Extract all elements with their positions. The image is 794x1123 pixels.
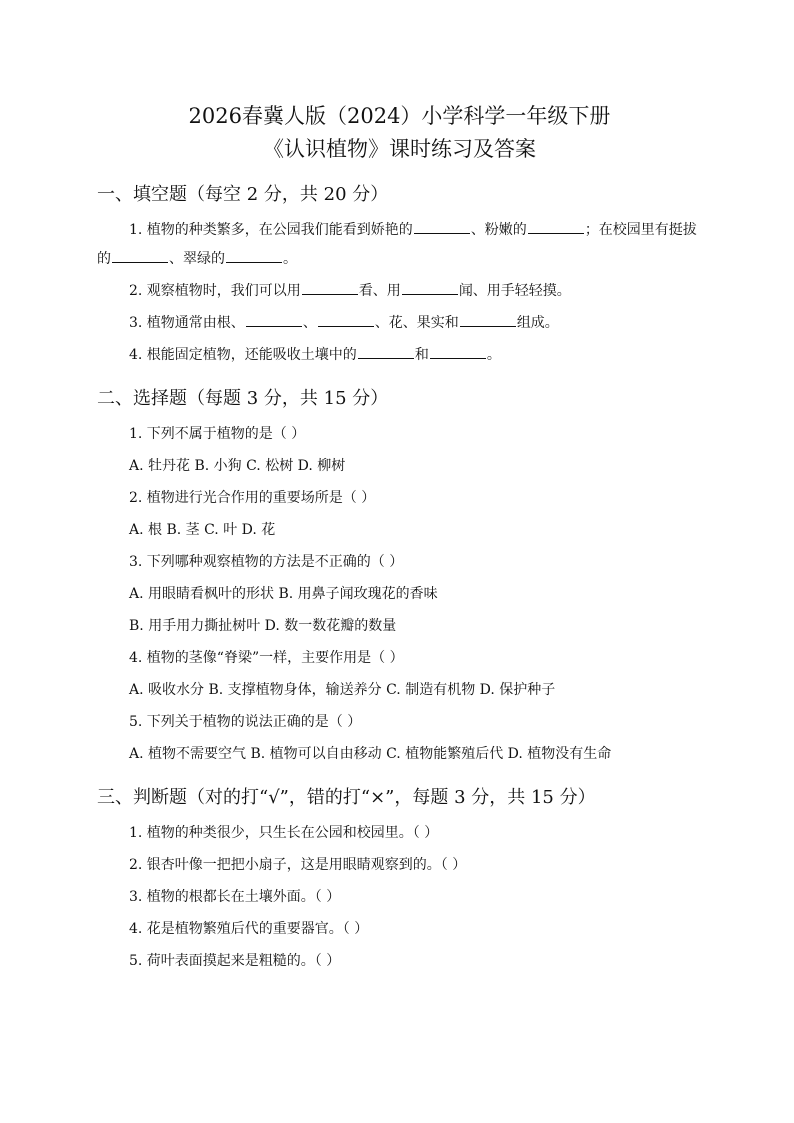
section-heading: 三、判断题（对的打“√”，错的打“×”，每题 3 分，共 15 分） bbox=[97, 787, 596, 808]
question-text: 和 bbox=[414, 347, 429, 363]
question-text: 、粉嫩的 bbox=[470, 222, 527, 238]
answer-blank[interactable] bbox=[246, 312, 302, 327]
section-multiple-choice bbox=[97, 384, 702, 769]
question-1 bbox=[97, 216, 702, 274]
question-text: 看、用 bbox=[358, 283, 401, 299]
question-text: 。 bbox=[486, 347, 501, 363]
options-line: A. 植物不需要空气 B. 植物可以自由移动 C. 植物能繁殖后代 D. 植物没有生命 bbox=[129, 746, 612, 762]
question-text: 、花、果实和 bbox=[374, 315, 459, 331]
question-line: 3. 植物的根都长在土壤外面。（ ） bbox=[129, 889, 341, 905]
question-text: 3. 植物通常由根、 bbox=[129, 315, 245, 331]
question-line: 5. 下列关于植物的说法正确的是（ ） bbox=[129, 714, 362, 730]
question-text: ；在校园里有挺拔的 bbox=[97, 222, 697, 267]
options-line: A. 牡丹花 B. 小狗 C. 松树 D. 柳树 bbox=[129, 458, 346, 474]
section-heading: 一、填空题（每空 2 分，共 20 分） bbox=[97, 184, 389, 205]
answer-blank[interactable] bbox=[414, 219, 470, 234]
question-line: 2. 银杏叶像一把把小扇子，这是用眼睛观察到的。（ ） bbox=[129, 857, 467, 873]
page-title-line1: 2026春冀人版（2024）小学科学一年级下册 bbox=[188, 104, 611, 128]
question-2 bbox=[97, 277, 702, 306]
question-text: 4. 根能固定植物，还能吸收土壤中的 bbox=[129, 347, 357, 363]
question-text: 1. 植物的种类繁多，在公园我们能看到娇艳的 bbox=[129, 222, 413, 238]
answer-blank[interactable] bbox=[528, 219, 584, 234]
question-text: 。 bbox=[283, 251, 297, 267]
section-fill-in-blank bbox=[97, 180, 702, 370]
options-line: A. 根 B. 茎 C. 叶 D. 花 bbox=[129, 522, 276, 538]
section-heading: 二、选择题（每题 3 分，共 15 分） bbox=[97, 388, 389, 409]
options-line: B. 用手用力撕扯树叶 D. 数一数花瓣的数量 bbox=[129, 618, 397, 634]
question-text: 、翠绿的 bbox=[169, 251, 225, 267]
page-title-line2: 《认识植物》课时练习及答案 bbox=[263, 137, 536, 161]
answer-blank[interactable] bbox=[302, 280, 358, 295]
question-text: 闻、用手轻轻摸。 bbox=[458, 283, 571, 299]
answer-blank[interactable] bbox=[226, 248, 282, 263]
question-text: 2. 观察植物时，我们可以用 bbox=[129, 283, 301, 299]
question-line: 1. 植物的种类很少，只生长在公园和校园里。（ ） bbox=[129, 825, 439, 841]
section-true-false bbox=[97, 783, 702, 976]
answer-blank[interactable] bbox=[402, 280, 458, 295]
question-3 bbox=[97, 309, 702, 338]
question-line: 5. 荷叶表面摸起来是粗糙的。（ ） bbox=[129, 953, 341, 969]
question-line: 4. 植物的茎像“脊梁”一样，主要作用是（ ） bbox=[129, 650, 404, 666]
answer-blank[interactable] bbox=[318, 312, 374, 327]
question-4 bbox=[97, 341, 702, 370]
question-text: 、 bbox=[302, 315, 317, 331]
question-line: 1. 下列不属于植物的是（ ） bbox=[129, 426, 306, 442]
answer-blank[interactable] bbox=[430, 344, 486, 359]
answer-blank[interactable] bbox=[460, 312, 516, 327]
question-line: 4. 花是植物繁殖后代的重要器官。（ ） bbox=[129, 921, 369, 937]
answer-blank[interactable] bbox=[112, 248, 168, 263]
question-line: 3. 下列哪种观察植物的方法是不正确的（ ） bbox=[129, 554, 404, 570]
answer-blank[interactable] bbox=[358, 344, 414, 359]
options-line: A. 吸收水分 B. 支撑植物身体，输送养分 C. 制造有机物 D. 保护种子 bbox=[129, 682, 556, 698]
options-line: A. 用眼睛看枫叶的形状 B. 用鼻子闻玫瑰花的香味 bbox=[129, 586, 438, 602]
question-text: 组成。 bbox=[516, 315, 559, 331]
question-line: 2. 植物进行光合作用的重要场所是（ ） bbox=[129, 490, 376, 506]
